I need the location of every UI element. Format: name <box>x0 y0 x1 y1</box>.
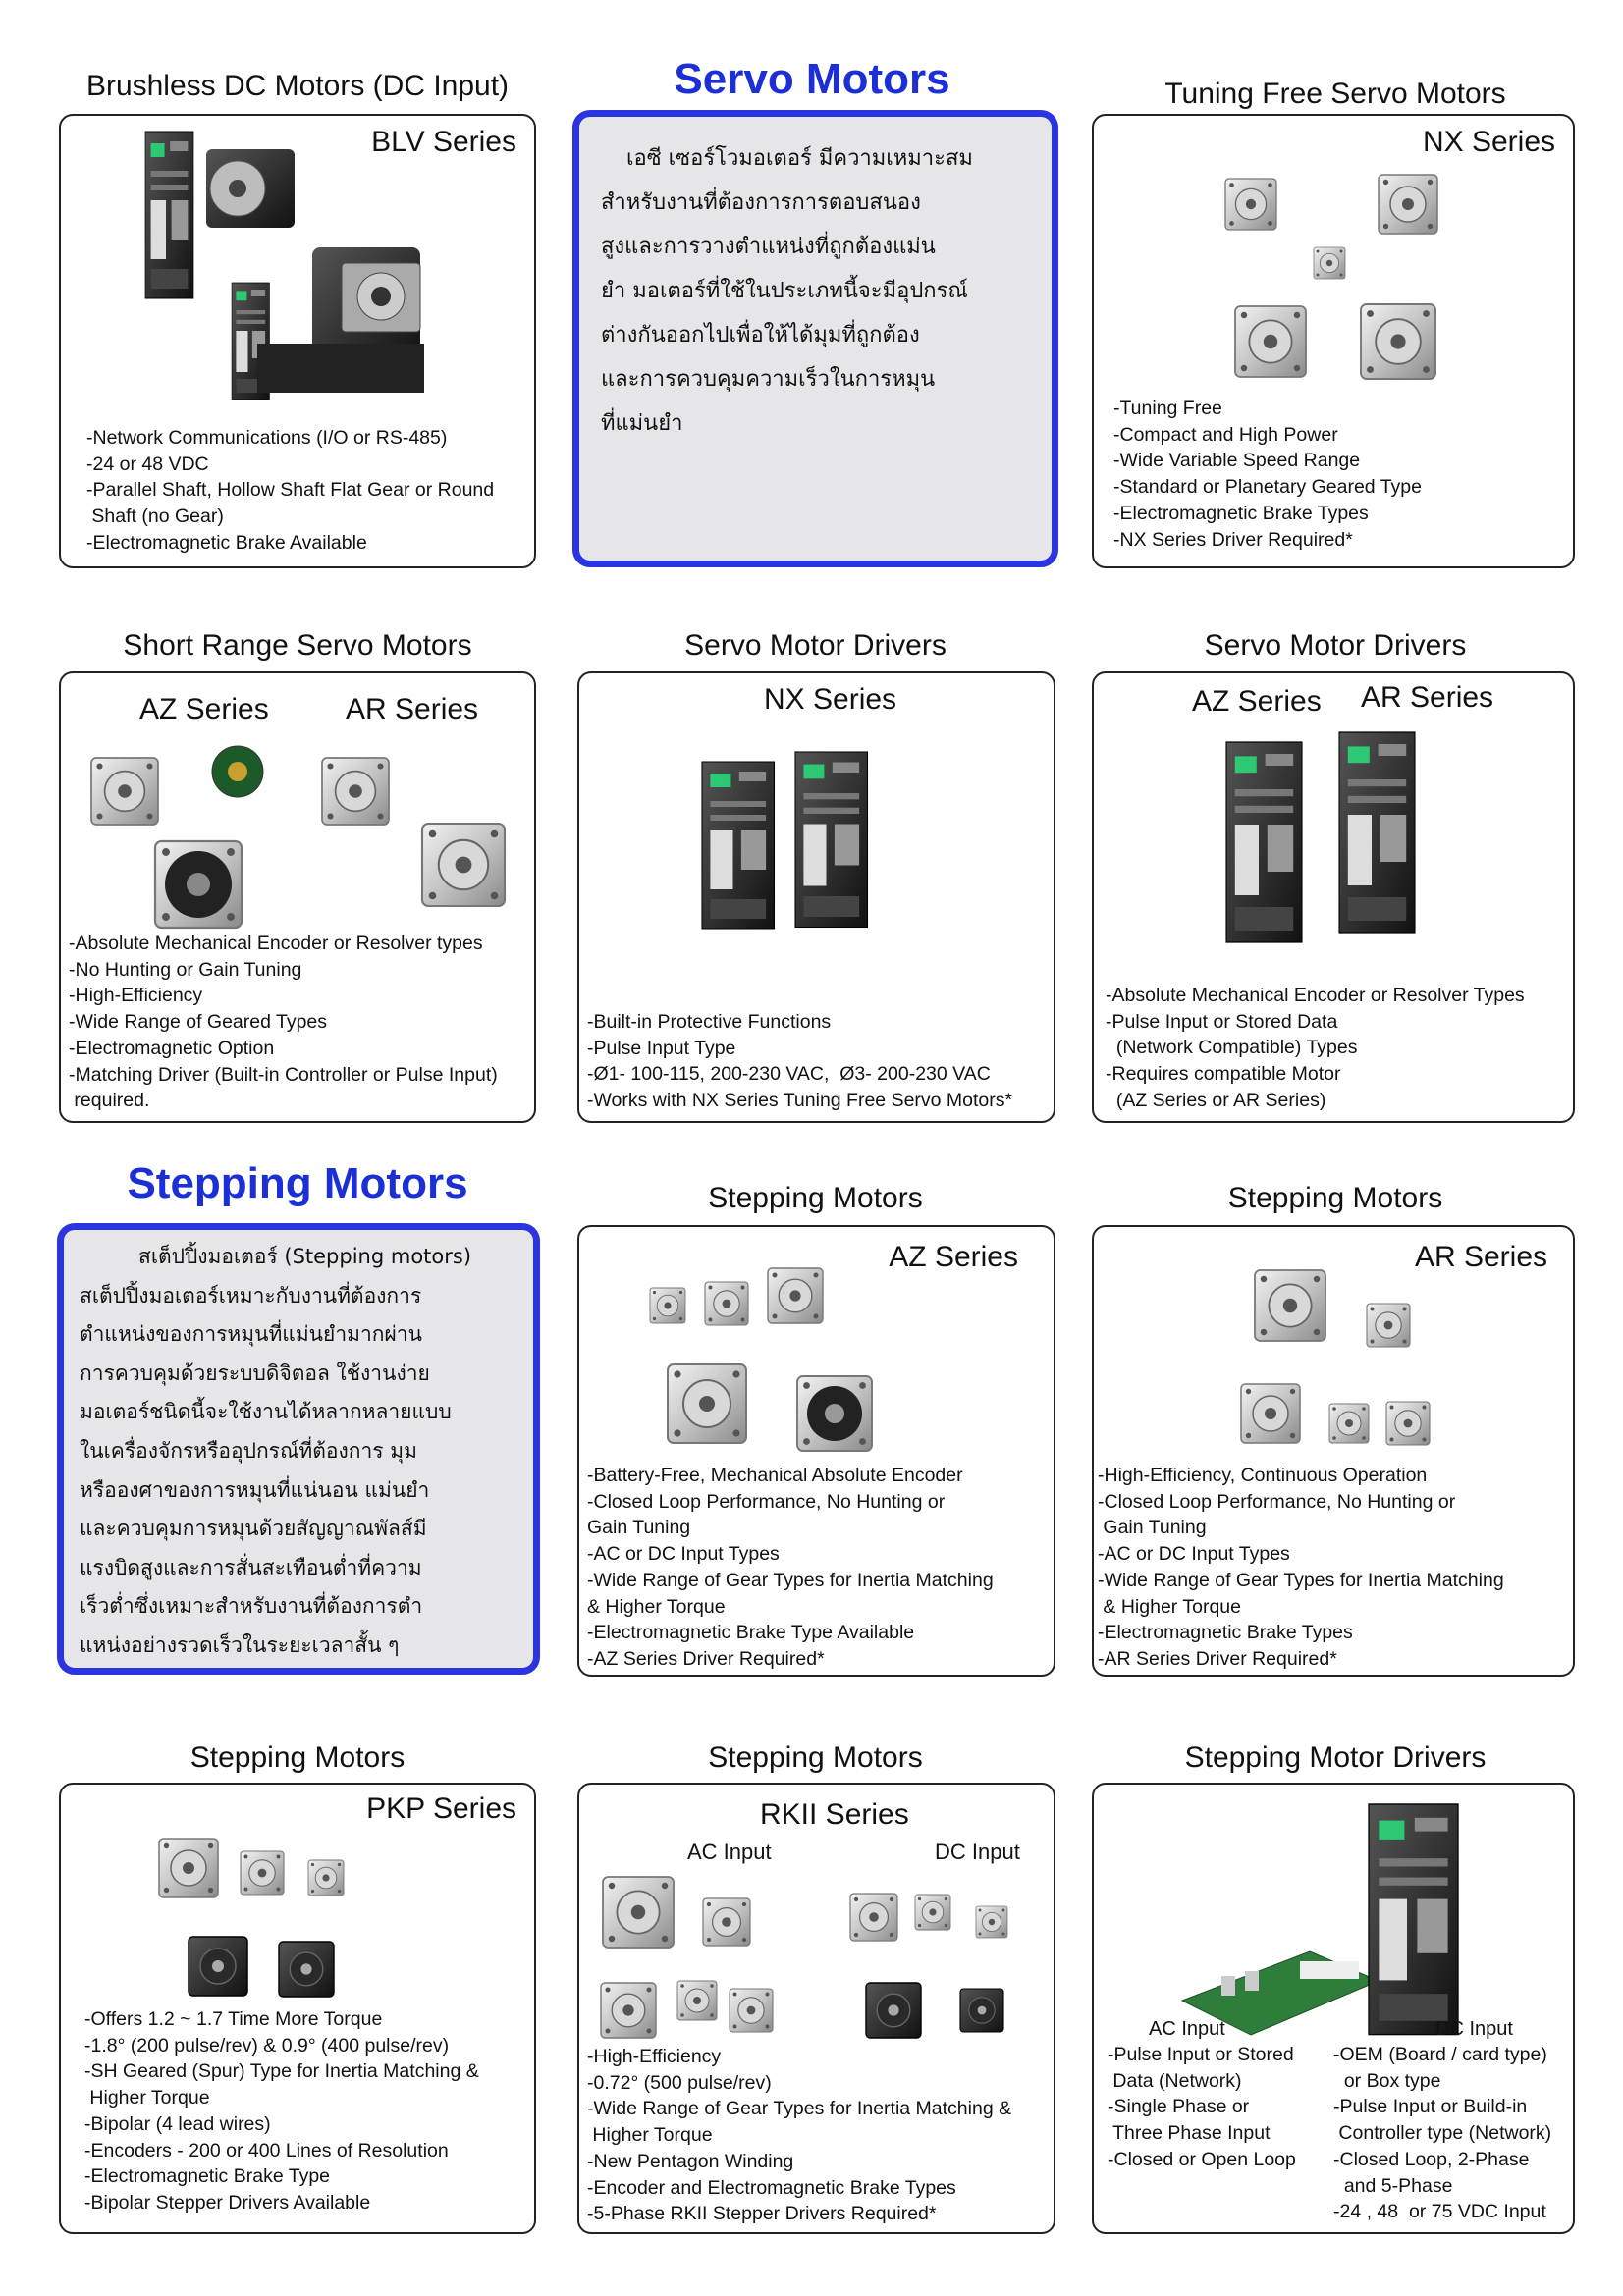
nx-driver-series-label: NX Series <box>764 683 897 716</box>
feature-item: -Bipolar Stepper Drivers Available <box>84 2191 371 2214</box>
feature-item: -Absolute Mechanical Encoder or Resolver Types <box>1106 985 1525 1006</box>
feature-item: -Electromagnetic Brake Types <box>1113 502 1369 524</box>
feature-item: -Absolute Mechanical Encoder or Resolver types <box>69 933 483 954</box>
nx-driver-feature-list <box>587 1009 1012 1114</box>
feature-item: -Tuning Free <box>1113 398 1222 419</box>
intro-line: มอเตอร์ชนิดนี้จะใช้งานได้หลากหลายแบบ <box>80 1400 452 1424</box>
feature-item: -5-Phase RKII Stepper Drivers Required* <box>587 2203 937 2225</box>
feature-item: Shaft (no Gear) <box>86 506 224 528</box>
intro-line: แหน่งอย่างรวดเร็วในระยะเวลาสั้น ๆ <box>80 1632 400 1657</box>
feature-item: Data (Network) <box>1108 2069 1242 2092</box>
blv-section-title: Brushless DC Motors (DC Input) <box>85 70 510 102</box>
feature-item: -0.72° (500 pulse/rev) <box>587 2071 772 2094</box>
rkii-dc-input-label: DC Input <box>935 1840 1020 1864</box>
stepping-intro-text <box>80 1238 471 1666</box>
short-range-motor-image <box>71 737 522 934</box>
nx-series-label: NX Series <box>1422 126 1555 158</box>
feature-item: -Network Communications (I/O or RS-485) <box>86 427 448 449</box>
intro-line: เร็วต่ำซึ่งเหมาะสำหรับงานที่ต้องการตำ <box>80 1594 423 1619</box>
feature-item: -SH Geared (Spur) Type for Inertia Matching & <box>84 2060 479 2083</box>
servo-intro-text <box>601 136 973 446</box>
rkii-motor-image <box>589 1863 1041 2059</box>
tuning-free-section-title: Tuning Free Servo Motors <box>1164 78 1506 110</box>
az-ar-driver-image <box>1226 732 1452 948</box>
short-range-feature-list <box>69 931 498 1114</box>
feature-item: -Electromagnetic Brake Types <box>1098 1622 1353 1644</box>
rkii-card <box>577 1783 1055 2234</box>
feature-item: -Encoder and Electromagnetic Brake Types <box>587 2176 956 2199</box>
stepping-driver-image <box>1163 1804 1555 2040</box>
feature-item: -High-Efficiency <box>69 985 203 1007</box>
intro-line: หรือองศาของการหมุนที่แน่นอน แม่นยำ <box>80 1477 430 1502</box>
feature-item: -Parallel Shaft, Hollow Shaft Flat Gear or Round <box>86 479 495 502</box>
intro-line: สเต็ปปิ้งมอเตอร์เหมาะกับงานที่ต้องการ <box>80 1283 422 1308</box>
feature-item: and 5-Phase <box>1333 2174 1453 2197</box>
blv-series-label: BLV Series <box>371 126 516 158</box>
nx-driver-image <box>697 752 923 938</box>
blv-card <box>59 114 536 568</box>
rkii-ac-input-label: AC Input <box>687 1840 772 1864</box>
intro-line: สูงและการวางตำแหน่งที่ถูกต้องแม่น <box>601 235 936 259</box>
feature-item: -Built-in Protective Functions <box>587 1011 832 1033</box>
feature-item: -Ø1- 100-115, 200-230 VAC, Ø3- 200-230 VAC <box>587 1063 991 1086</box>
feature-item: -Wide Range of Gear Types for Inertia Matching <box>587 1569 994 1591</box>
driver-ac-feature-list <box>1108 2042 1296 2173</box>
feature-item: -No Hunting or Gain Tuning <box>69 958 302 981</box>
feature-item: -1.8° (200 pulse/rev) & 0.9° (400 pulse/rev) <box>84 2034 450 2056</box>
blv-product-image <box>139 116 503 410</box>
feature-item: or Box type <box>1333 2069 1441 2092</box>
feature-item: -Wide Range of Gear Types for Inertia Matching & <box>587 2098 1012 2120</box>
feature-item: -Closed Loop, 2-Phase <box>1333 2148 1530 2170</box>
feature-item: -New Pentagon Winding <box>587 2150 794 2172</box>
feature-item: -Bipolar (4 lead wires) <box>84 2112 271 2135</box>
feature-item: -High-Efficiency <box>587 2046 722 2067</box>
feature-item: -Wide Variable Speed Range <box>1113 450 1361 472</box>
rkii-feature-list <box>587 2044 1011 2227</box>
feature-item: Higher Torque <box>84 2087 210 2109</box>
intro-line: ยำ มอเตอร์ที่ใช้ในประเภทนี้จะมีอุปกรณ์ <box>601 279 968 303</box>
stepping-az-section-title: Stepping Motors <box>708 1182 923 1214</box>
feature-item: -24 , 48 or 75 VDC Input <box>1333 2201 1546 2223</box>
az-ar-driver-feature-list <box>1106 983 1525 1114</box>
driver-dc-feature-list <box>1333 2042 1551 2225</box>
intro-line: การควบคุมด้วยระบบดิจิตอล ใช้งานง่าย <box>80 1361 430 1385</box>
feature-item: -Single Phase or <box>1108 2096 1250 2118</box>
driver-dc-input-label: DC Input <box>1435 2018 1513 2040</box>
feature-item: -AR Series Driver Required* <box>1098 1647 1337 1670</box>
stepping-intro-box <box>57 1223 540 1675</box>
intro-line: แรงบิดสูงและการสั่นสะเทือนต่ำที่ความ <box>80 1555 422 1579</box>
intro-line: ในเครื่องจักรหรืออุปกรณ์ที่ต้องการ มุม <box>80 1438 417 1463</box>
servo-motors-heading: Servo Motors <box>674 55 950 103</box>
feature-item: required. <box>69 1090 150 1112</box>
nx-driver-card <box>577 671 1055 1123</box>
pkp-feature-list <box>84 2006 479 2216</box>
stepping-rkii-section-title: Stepping Motors <box>708 1741 923 1774</box>
stepping-ar-section-title: Stepping Motors <box>1227 1182 1443 1214</box>
feature-item: (Network Compatible) Types <box>1106 1037 1358 1059</box>
intro-line: และการควบคุมความเร็วในการหมุน <box>601 367 936 392</box>
feature-item: -High-Efficiency, Continuous Operation <box>1098 1465 1428 1486</box>
short-range-card <box>59 671 536 1123</box>
nx-feature-list <box>1113 396 1422 553</box>
pkp-card <box>59 1783 536 2234</box>
ar-series-label: AR Series <box>346 693 479 725</box>
intro-line: สำหรับงานที่ต้องการการตอบสนอง <box>601 190 921 215</box>
rkii-series-label: RKII Series <box>760 1798 909 1831</box>
feature-item: Three Phase Input <box>1108 2122 1271 2145</box>
az-stepping-card <box>577 1225 1055 1677</box>
ar-driver-series-label: AR Series <box>1361 681 1494 714</box>
pkp-series-label: PKP Series <box>366 1792 516 1825</box>
blv-feature-list <box>86 425 494 557</box>
feature-item: -Electromagnetic Option <box>69 1037 275 1059</box>
feature-item: -Standard or Planetary Geared Type <box>1113 476 1422 499</box>
feature-item: -OEM (Board / card type) <box>1333 2044 1547 2065</box>
servo-drivers-section-title-2: Servo Motor Drivers <box>1204 629 1467 662</box>
stepping-drivers-card <box>1092 1783 1575 2234</box>
az-stepping-series-label: AZ Series <box>889 1241 1018 1273</box>
feature-item: -Electromagnetic Brake Type Available <box>587 1622 915 1644</box>
feature-item: -AC or DC Input Types <box>1098 1543 1290 1566</box>
feature-item: -Works with NX Series Tuning Free Servo Motors* <box>587 1090 1013 1112</box>
feature-item: -Battery-Free, Mechanical Absolute Encoder <box>587 1465 963 1486</box>
feature-item: (AZ Series or AR Series) <box>1106 1089 1326 1111</box>
feature-item: -Pulse Input or Stored Data <box>1106 1010 1338 1033</box>
feature-item: -Requires compatible Motor <box>1106 1063 1341 1086</box>
ar-stepping-motor-image <box>1221 1247 1477 1472</box>
feature-item: & Higher Torque <box>587 1595 726 1618</box>
feature-item: -AZ Series Driver Required* <box>587 1647 825 1670</box>
az-stepping-motor-image <box>648 1256 943 1472</box>
intro-line: เอซี เซอร์โวมอเตอร์ มีความเหมาะสม <box>626 146 973 171</box>
ar-stepping-feature-list <box>1098 1463 1504 1673</box>
feature-item: -Pulse Input or Stored <box>1108 2044 1294 2065</box>
pkp-motor-image <box>149 1814 424 2010</box>
feature-item: -24 or 48 VDC <box>86 453 209 475</box>
short-range-section-title: Short Range Servo Motors <box>123 629 472 662</box>
feature-item: Controller type (Network) <box>1333 2122 1552 2145</box>
feature-item: -Matching Driver (Built-in Controller or Pulse Input) <box>69 1063 498 1086</box>
stepping-drivers-section-title: Stepping Motor Drivers <box>1184 1741 1487 1774</box>
az-series-label: AZ Series <box>139 693 269 725</box>
az-stepping-feature-list <box>587 1463 994 1673</box>
feature-item: -Compact and High Power <box>1113 423 1338 446</box>
feature-item: -Closed Loop Performance, No Hunting or <box>1098 1490 1456 1513</box>
feature-item: Higher Torque <box>587 2124 713 2147</box>
feature-item: -Wide Range of Geared Types <box>69 1011 328 1034</box>
ar-stepping-series-label: AR Series <box>1414 1241 1547 1273</box>
feature-item: -Encoders - 200 or 400 Lines of Resolution <box>84 2139 449 2162</box>
feature-item: -Pulse Input Type <box>587 1037 736 1059</box>
servo-intro-box <box>572 110 1058 567</box>
feature-item: -Closed or Open Loop <box>1108 2148 1296 2170</box>
feature-item: & Higher Torque <box>1098 1595 1241 1618</box>
az-ar-driver-card <box>1092 671 1575 1123</box>
stepping-pkp-section-title: Stepping Motors <box>189 1741 406 1774</box>
feature-item: Gain Tuning <box>587 1517 691 1539</box>
az-driver-series-label: AZ Series <box>1192 685 1322 718</box>
feature-item: -Electromagnetic Brake Type <box>84 2165 331 2188</box>
intro-line: ที่แม่นยำ <box>601 411 683 436</box>
feature-item: -Wide Range of Gear Types for Inertia Matching <box>1098 1569 1504 1591</box>
ar-stepping-card <box>1092 1225 1575 1677</box>
stepping-motors-heading: Stepping Motors <box>127 1159 468 1207</box>
nx-tuning-free-card <box>1092 114 1575 568</box>
intro-line: ตำแหน่งของการหมุนที่แม่นยำมากผ่าน <box>80 1322 422 1347</box>
feature-item: -Closed Loop Performance, No Hunting or <box>587 1490 946 1513</box>
intro-line: ต่างกันออกไปเพื่อให้ได้มุมที่ถูกต้อง <box>601 323 920 347</box>
feature-item: -Pulse Input or Build-in <box>1333 2096 1528 2118</box>
servo-drivers-section-title: Servo Motor Drivers <box>684 629 947 662</box>
intro-line: สเต็ปปิ้งมอเตอร์ (Stepping motors) <box>138 1245 472 1268</box>
feature-item: Gain Tuning <box>1098 1517 1207 1539</box>
intro-line: และควบคุมการหมุนด้วยสัญญาณพัลส์มี <box>80 1517 427 1541</box>
feature-item: -NX Series Driver Required* <box>1113 528 1353 551</box>
feature-item: -Offers 1.2 ~ 1.7 Time More Torque <box>84 2008 383 2030</box>
feature-item: -AC or DC Input Types <box>587 1543 780 1566</box>
nx-motor-image <box>1212 155 1467 391</box>
feature-item: -Electromagnetic Brake Available <box>86 531 367 554</box>
driver-ac-input-label: AC Input <box>1149 2018 1225 2040</box>
